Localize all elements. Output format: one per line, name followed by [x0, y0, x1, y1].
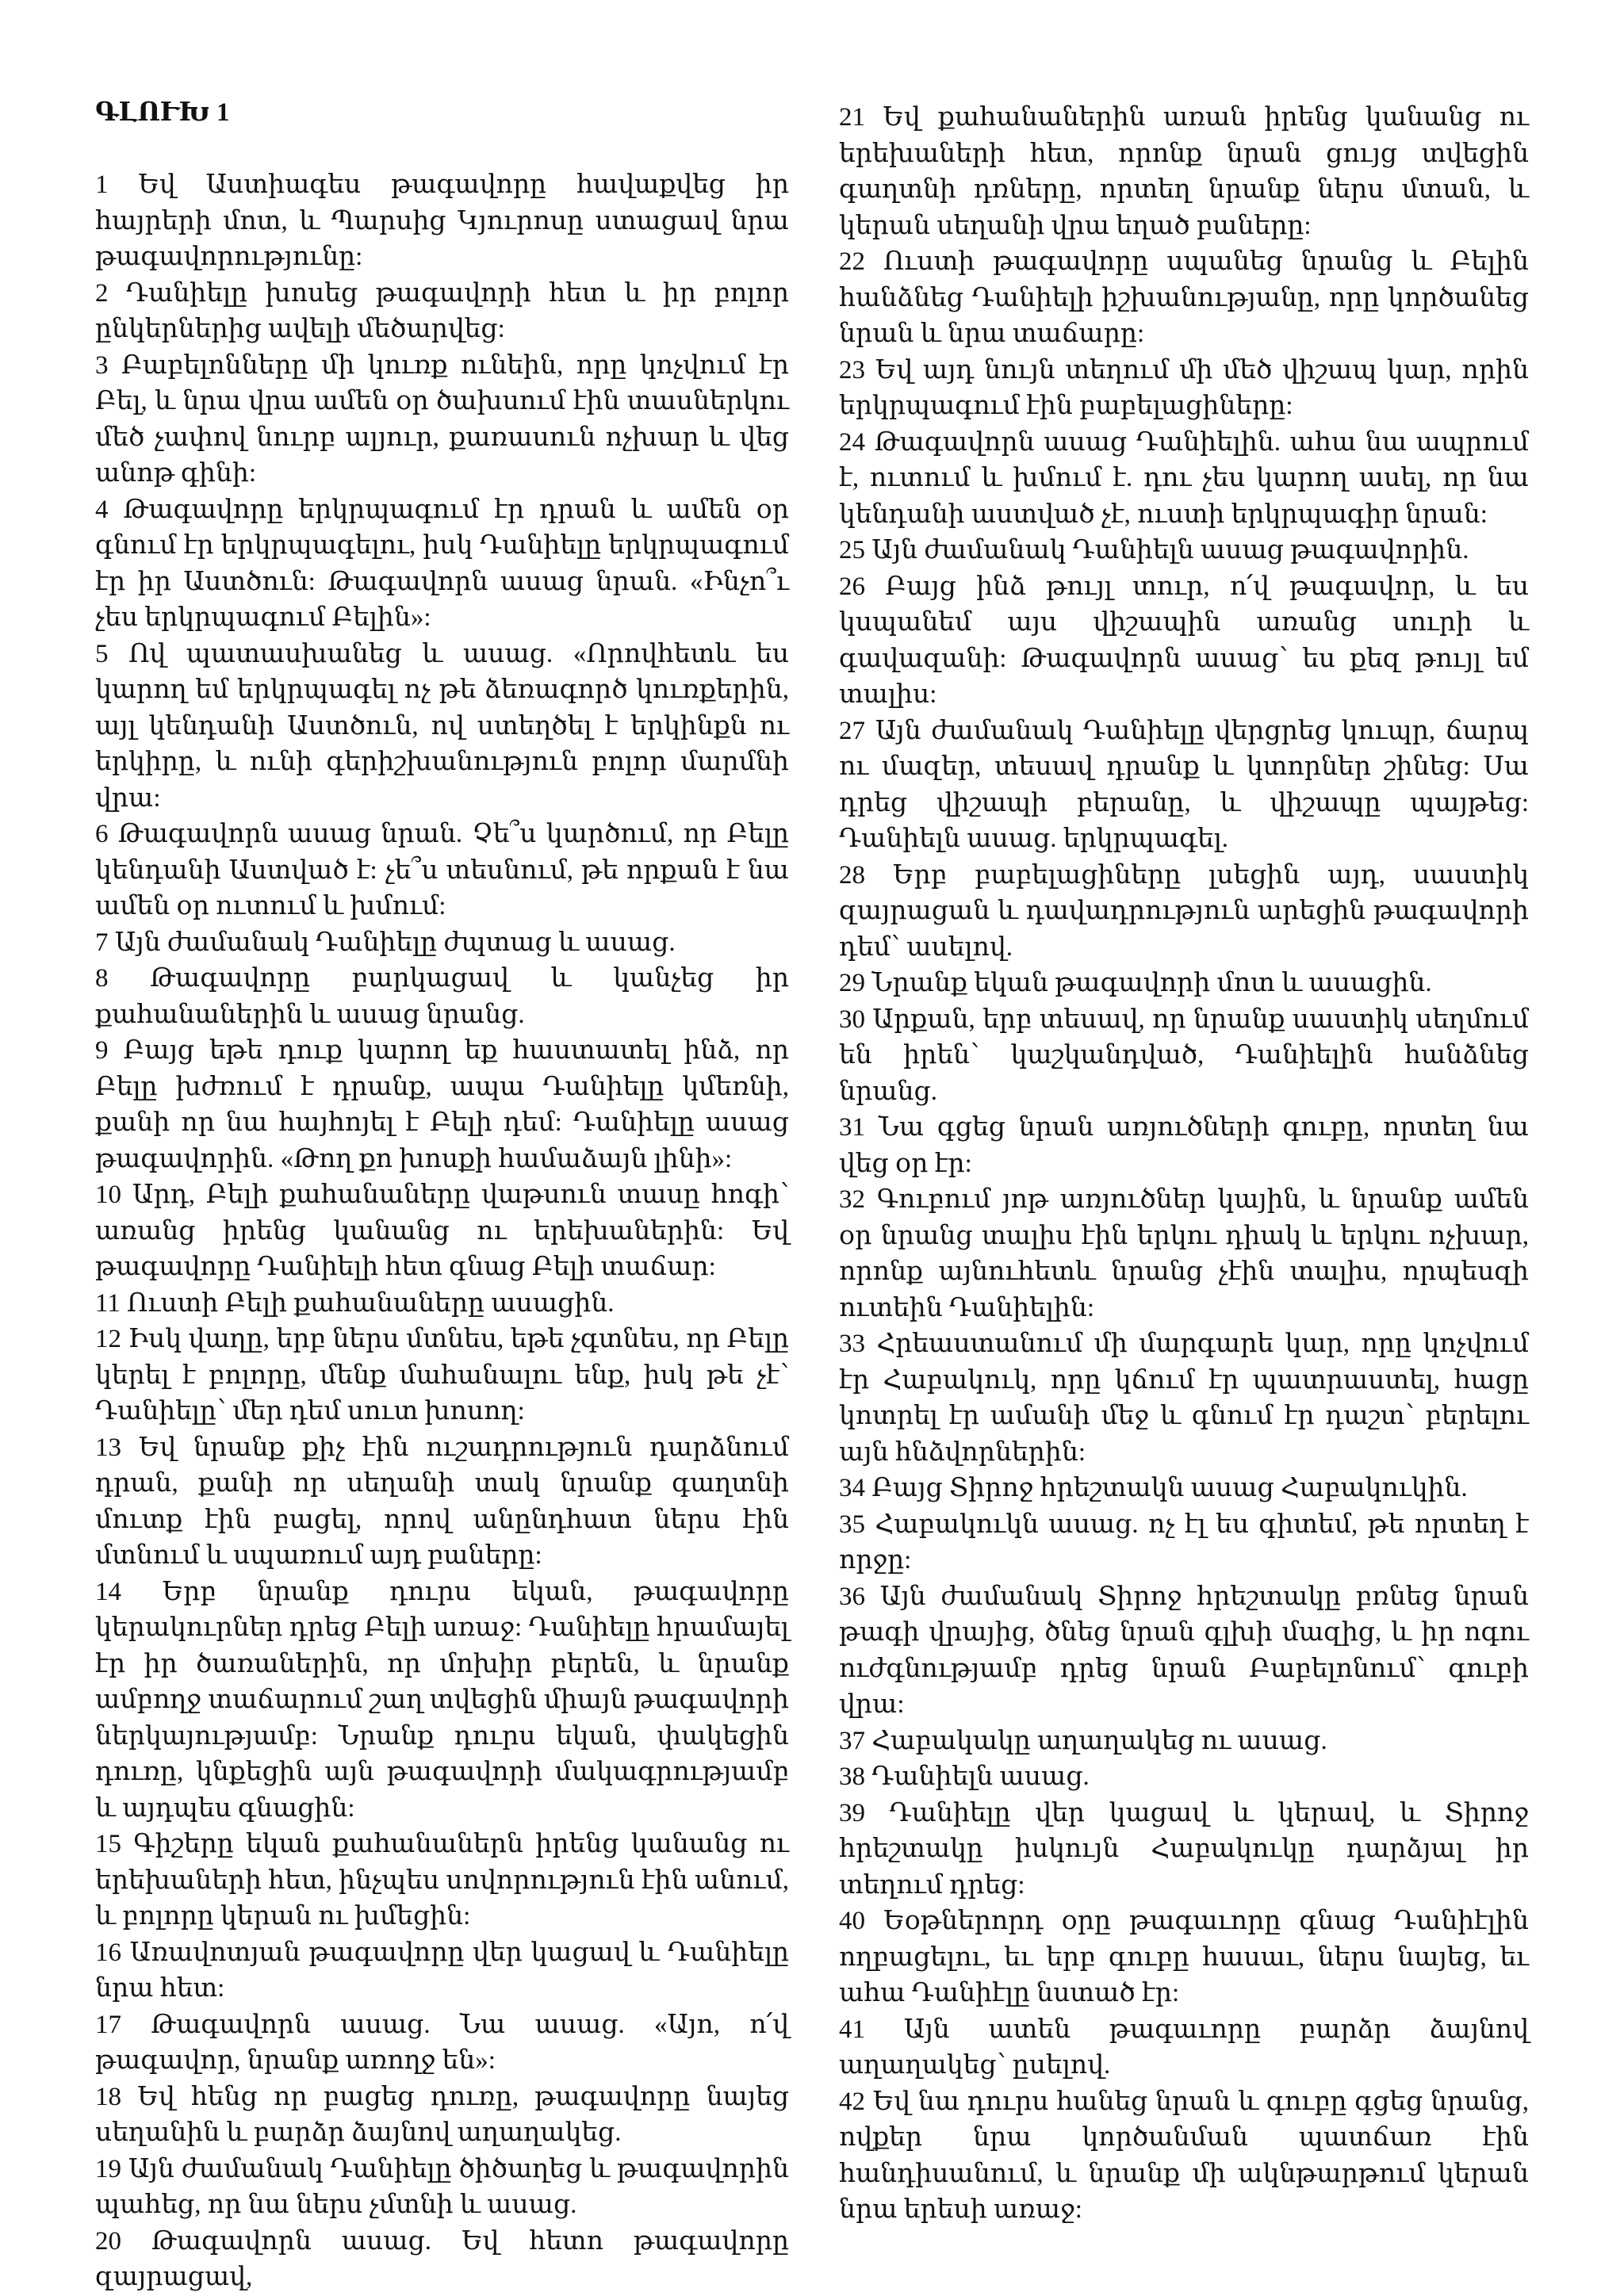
- verse: 41 Այն ատեն թագաւորը բարձր ձայնով աղաղակեց՝ ըսելով.: [839, 2015, 1529, 2080]
- verse: 37 Հաբակակը աղաղակեց ու ասաց.: [839, 1726, 1327, 1755]
- verse: 10 Արդ, Բելի քահանաները վաթսուն տասը հոգի՝ առանց իրենց կանանց ու երեխաներին: Եվ թագավորը Դանիելի հետ գնաց Բելի տաճար:: [95, 1181, 789, 1281]
- verse: 27 Այն ժամանակ Դանիելը վերցրեց կուպր, ճարպ ու մազեր, տեսավ դրանք և կտորներ շինեց: Սա դրեց վիշապի բերանը, և վիշապը պայթեց: Դանիելն ասաց. երկրպագել.: [839, 716, 1529, 853]
- verse: 40 Եօթներորդ օրը թագաւորը գնաց Դանիէլին ողբացելու, եւ երբ գուբը հասաւ, ներս նայեց, եւ ահա Դանիէլը նստած էր:: [839, 1907, 1529, 2007]
- verse: 13 Եվ նրանք քիչ էին ուշադրություն դարձնում դրան, քանի որ սեղանի տակ նրանք գաղտնի մուտք էին բացել, որով անընդհատ ներս էին մտնում և սպառում այդ բաները:: [95, 1433, 789, 1570]
- verse: 9 Բայց եթե դուք կարող եք հաստատել ինձ, որ Բելը խժռում է դրանք, ապա Դանիելը կմեռնի, քանի որ նա հայհոյել է Բելի դեմ: Դանիելը ասաց թագավորին. «Թող քո խոսքի համաձայն լինի»:: [95, 1036, 789, 1173]
- verse: 15 Գիշերը եկան քահանաներն իրենց կանանց ու երեխաների հետ, ինչպես սովորություն էին անում, և բոլորը կերան ու խմեցին:: [95, 1830, 789, 1931]
- verse: 23 Եվ այդ նույն տեղում մի մեծ վիշապ կար, որին երկրպագում էին բաբելացիները:: [839, 355, 1529, 420]
- verse: 33 Հրեաստանում մի մարգարե կար, որը կոչվում էր Հաբակուկ, որը կճում էր պատրաստել, հացը կոտրել էր ամանի մեջ և գնում էր դաշտ՝ բերելու այն հնձվորներին:: [839, 1330, 1529, 1467]
- verse: 25 Այն ժամանակ Դանիելն ասաց թագավորին.: [839, 536, 1469, 564]
- verse: 6 Թագավորն ասաց նրան. Չե՞ս կարծում, որ Բելը կենդանի Աստված է: չե՞ս տեսնում, թե որքան է նա ամեն օր ուտում և խմում:: [95, 820, 789, 920]
- verse-list-left: [95, 167, 789, 2296]
- right-column: [839, 100, 1529, 2229]
- verse: 32 Գուբում յոթ առյուծներ կային, և նրանք ամեն օր նրանց տալիս էին երկու դիակ և երկու ոչխար, որոնք այնուհետև նրանց չէին տալիս, որպեսզի ուտեին Դանիելին:: [839, 1185, 1529, 1322]
- verse: 17 Թագավորն ասաց. Նա ասաց. «Այո, ո՛վ թագավոր, նրանք առողջ են»:: [95, 2010, 789, 2075]
- verse: 20 Թագավորն ասաց. Եվ հետո թագավորը զայրացավ,: [95, 2226, 789, 2291]
- verse: 4 Թագավորը երկրպագում էր դրան և ամեն օր գնում էր երկրպագելու, իսկ Դանիելը երկրպագում էր իր Աստծուն: Թագավորն ասաց նրան. «Ինչո՞ւ չես երկրպագում Բելին»:: [95, 495, 790, 632]
- verse: 8 Թագավորը բարկացավ և կանչեց իր քահանաներին և ասաց նրանց.: [95, 964, 789, 1029]
- chapter-title: ԳԼՈՒԽ 1: [95, 98, 230, 127]
- verse: 16 Առավոտյան թագավորը վեր կացավ և Դանիելը նրա հետ:: [95, 1938, 789, 2003]
- verse: 7 Այն ժամանակ Դանիելը ժպտաց և ասաց.: [95, 928, 676, 957]
- verse: 1 Եվ Աստիագես թագավորը հավաքվեց իր հայրերի մոտ, և Պարսից Կյուրոսը ստացավ նրա թագավորությունը:: [95, 170, 789, 271]
- verse: 31 Նա գցեց նրան առյուծների գուբը, որտեղ նա վեց օր էր:: [839, 1113, 1529, 1178]
- verse: 21 Եվ քահանաներին առան իրենց կանանց ու երեխաների հետ, որոնք նրան ցույց տվեցին գաղտնի դռները, որտեղ նրանք ներս մտան, և կերան սեղանի վրա եղած բաները:: [839, 103, 1529, 240]
- verse: 35 Հաբակուկն ասաց. ոչ էլ ես գիտեմ, թե որտեղ է որջը:: [839, 1510, 1529, 1575]
- verse: 24 Թագավորն ասաց Դանիելին. ահա նա ապրում է, ուտում և խմում է. դու չես կարող ասել, որ նա կենդանի աստված չէ, ուստի երկրպագիր նրան:: [839, 427, 1529, 529]
- verse: 14 Երբ նրանք դուրս եկան, թագավորը կերակուրներ դրեց Բելի առաջ: Դանիելը հրամայել էր իր ծառաներին, որ մոխիր բերեն, և նրանք ամբողջ տաճարում շաղ տվեցին միայն թագավորի ներկայությամբ: Նրանք դուրս եկան, փակեցին դուռը, կնքեցին այն թագավորի մակագրությամբ և այդպես գնացին:: [95, 1577, 789, 1823]
- verse: 30 Արքան, երբ տեսավ, որ նրանք սաստիկ սեղմում են իրեն՝ կաշկանդված, Դանիելին հանձնեց նրանց.: [839, 1004, 1529, 1106]
- verse: 36 Այն ժամանակ Տիրոջ հրեշտակը բռնեց նրան թագի վրայից, ծնեց նրան գլխի մազից, և իր ոգու ուժգնությամբ դրեց նրան Բաբելոնում՝ գուբի վրա:: [839, 1582, 1529, 1719]
- verse: 11 Ուստի Բելի քահանաները ասացին.: [95, 1288, 615, 1318]
- verse: 34 Բայց Տիրոջ հրեշտակն ասաց Հաբակուկին.: [839, 1474, 1468, 1502]
- verse: 29 Նրանք եկան թագավորի մոտ և ասացին.: [839, 969, 1432, 997]
- verse: 18 Եվ հենց որ բացեց դուռը, թագավորը նայեց սեղանին և բարձր ձայնով աղաղակեց.: [95, 2082, 789, 2147]
- verse: 19 Այն ժամանակ Դանիելը ծիծաղեց և թագավորին պահեց, որ նա ներս չմտնի և ասաց.: [95, 2154, 789, 2219]
- verse: 5 Ով պատասխանեց և ասաց. «Որովհետև ես կարող եմ երկրպագել ոչ թե ձեռագործ կուռքերին, այլ կենդանի Աստծուն, ով ստեղծել է երկինքն ու երկիրը, և ունի գերիշխանություն բոլոր մարմնի վրա:: [95, 639, 789, 813]
- verse: 22 Ուստի թագավորը սպանեց նրանց և Բելին հանձնեց Դանիելի իշխանությանը, որը կործանեց նրան և նրա տաճարը:: [839, 247, 1529, 348]
- verse: 39 Դանիելը վեր կացավ և կերավ, և Տիրոջ հրեշտակը իսկույն Հաբակուկը դարձյալ իր տեղում դրեց:: [839, 1798, 1529, 1900]
- verse: 26 Բայց ինձ թույլ տուր, ո՛վ թագավոր, և ես կսպանեմ այս վիշապին առանց սուրի և գավազանի: Թագավորն ասաց՝ ես քեզ թույլ եմ տալիս:: [839, 572, 1529, 709]
- verse: 38 Դանիելն ասաց.: [839, 1762, 1090, 1791]
- verse: 2 Դանիելը խոսեց թագավորի հետ և իր բոլոր ընկերներից ավելի մեծարվեց:: [95, 278, 789, 343]
- verse: 28 Երբ բաբելացիները լսեցին այդ, սաստիկ զայրացան և դավադրություն արեցին թագավորի դեմ՝ ասելով.: [839, 860, 1529, 962]
- verse: 12 Իսկ վաղը, երբ ներս մտնես, եթե չգտնես, որ Բելը կերել է բոլորը, մենք մահանալու ենք, իսկ թե չէ՝ Դանիելը՝ մեր դեմ սուտ խոսող:: [95, 1325, 789, 1425]
- verse: 42 Եվ նա դուրս հանեց նրան և գուբը գցեց նրանց, ովքեր նրա կործանման պատճառ էին հանդիսանում, և նրանք մի ակնթարթում կերան նրա երեսի առաջ:: [839, 2087, 1529, 2224]
- verse: 3 Բաբելոնները մի կուռք ունեին, որը կոչվում էր Բել, և նրա վրա ամեն օր ծախսում էին տասներկու մեծ չափով նուրբ ալյուր, քառասուն ոչխար և վեց անոթ գինի:: [95, 350, 789, 488]
- left-column: [95, 95, 789, 2296]
- verse-list-right: [839, 100, 1529, 2229]
